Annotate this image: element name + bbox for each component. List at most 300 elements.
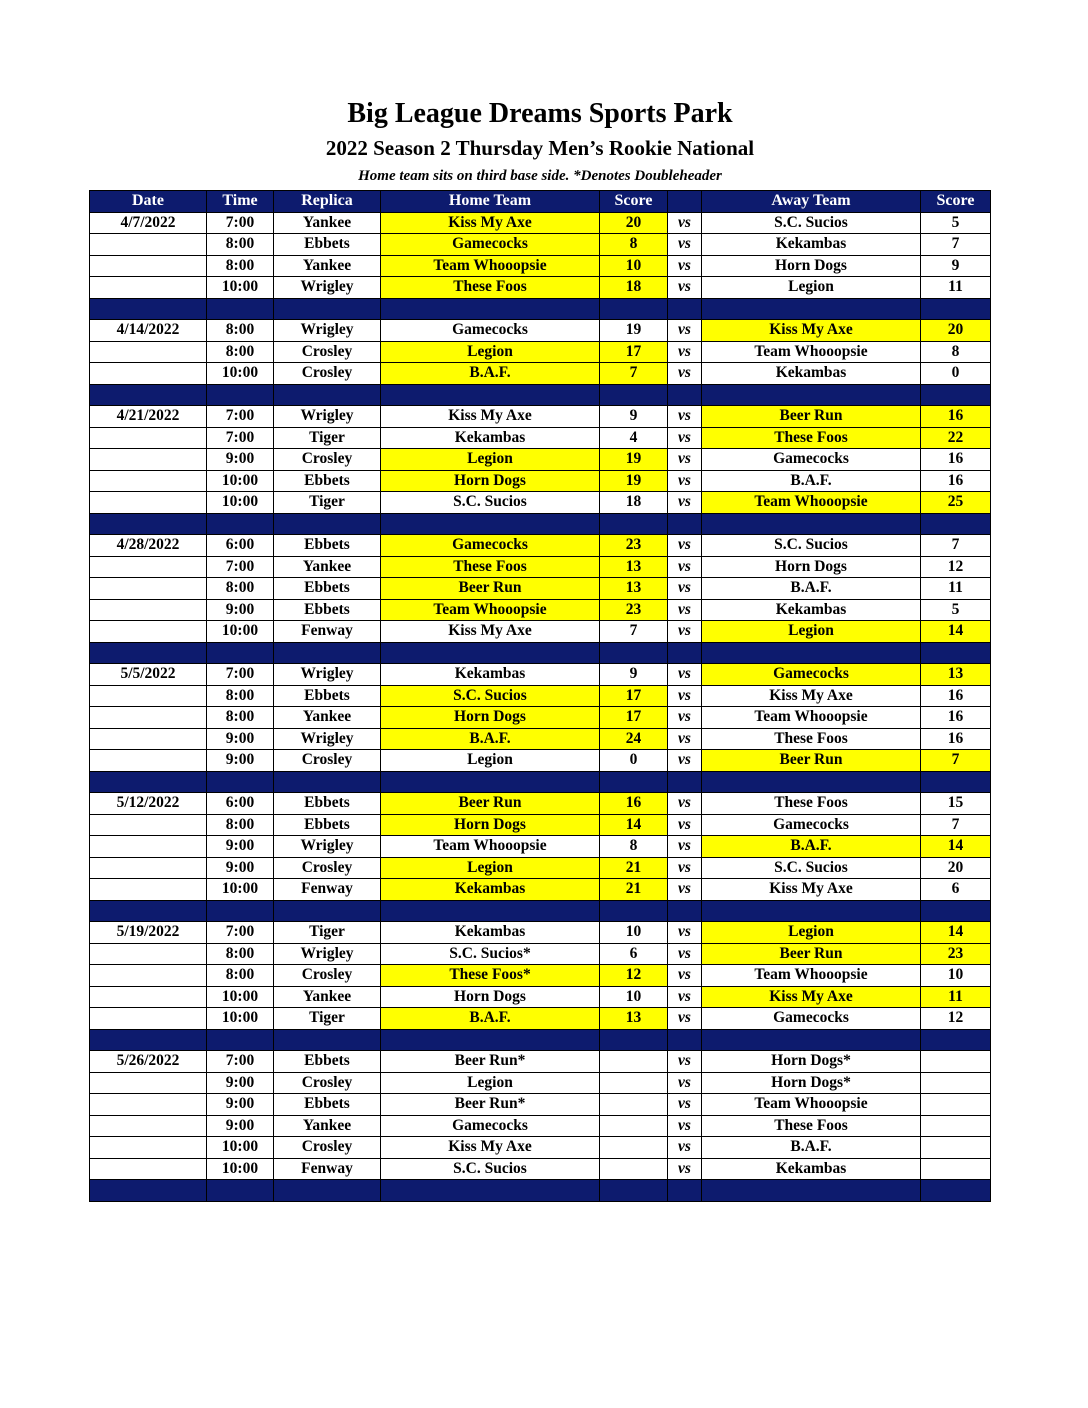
home-team: Kiss My Axe	[381, 1137, 600, 1159]
col-header-home-score: Score	[600, 191, 668, 213]
game-date	[90, 814, 207, 836]
week-separator-row	[90, 298, 991, 320]
vs-label: vs	[668, 922, 702, 944]
game-replica: Ebbets	[274, 578, 381, 600]
game-date: 5/12/2022	[90, 793, 207, 815]
game-replica: Ebbets	[274, 685, 381, 707]
away-team: Horn Dogs	[702, 255, 921, 277]
away-team: B.A.F.	[702, 470, 921, 492]
away-score: 22	[921, 427, 991, 449]
game-time: 10:00	[207, 470, 274, 492]
home-score: 16	[600, 793, 668, 815]
home-score: 9	[600, 406, 668, 428]
away-score	[921, 1072, 991, 1094]
home-score: 10	[600, 255, 668, 277]
away-team: Team Whooopsie	[702, 492, 921, 514]
away-score: 14	[921, 922, 991, 944]
away-team: Kiss My Axe	[702, 685, 921, 707]
game-time: 10:00	[207, 621, 274, 643]
game-replica: Wrigley	[274, 320, 381, 342]
game-time: 8:00	[207, 814, 274, 836]
separator-cell	[381, 1180, 600, 1202]
home-score: 17	[600, 341, 668, 363]
separator-cell	[600, 298, 668, 320]
home-score: 10	[600, 922, 668, 944]
vs-label: vs	[668, 449, 702, 471]
separator-cell	[702, 1029, 921, 1051]
game-time: 10:00	[207, 277, 274, 299]
game-replica: Ebbets	[274, 814, 381, 836]
away-score	[921, 1094, 991, 1116]
game-row	[90, 836, 991, 858]
away-score	[921, 1137, 991, 1159]
week-separator-row	[90, 1029, 991, 1051]
away-score: 25	[921, 492, 991, 514]
game-time: 9:00	[207, 599, 274, 621]
game-date	[90, 685, 207, 707]
game-row	[90, 922, 991, 944]
vs-label: vs	[668, 470, 702, 492]
separator-cell	[600, 1029, 668, 1051]
game-date: 5/19/2022	[90, 922, 207, 944]
game-row	[90, 1008, 991, 1030]
game-date	[90, 255, 207, 277]
separator-cell	[600, 384, 668, 406]
game-replica: Crosley	[274, 341, 381, 363]
vs-label: vs	[668, 965, 702, 987]
away-team: B.A.F.	[702, 578, 921, 600]
game-row	[90, 943, 991, 965]
away-score: 7	[921, 535, 991, 557]
game-time: 7:00	[207, 664, 274, 686]
home-team: Horn Dogs	[381, 707, 600, 729]
separator-cell	[381, 1029, 600, 1051]
vs-label: vs	[668, 1094, 702, 1116]
game-row	[90, 986, 991, 1008]
game-date: 4/14/2022	[90, 320, 207, 342]
game-replica: Crosley	[274, 857, 381, 879]
game-replica: Fenway	[274, 621, 381, 643]
game-replica: Crosley	[274, 750, 381, 772]
home-team: These Foos	[381, 277, 600, 299]
home-score: 20	[600, 212, 668, 234]
game-date	[90, 492, 207, 514]
game-replica: Crosley	[274, 363, 381, 385]
away-score: 16	[921, 685, 991, 707]
game-replica: Tiger	[274, 1008, 381, 1030]
vs-label: vs	[668, 943, 702, 965]
game-row	[90, 621, 991, 643]
vs-label: vs	[668, 750, 702, 772]
game-date	[90, 857, 207, 879]
schedule-note: Home team sits on third base side. *Denotes Doubleheader	[358, 168, 722, 184]
game-date	[90, 728, 207, 750]
game-time: 8:00	[207, 341, 274, 363]
home-score: 12	[600, 965, 668, 987]
game-time: 8:00	[207, 255, 274, 277]
game-row	[90, 728, 991, 750]
vs-label: vs	[668, 1115, 702, 1137]
separator-cell	[90, 513, 207, 535]
game-date: 4/7/2022	[90, 212, 207, 234]
separator-cell	[921, 771, 991, 793]
home-score: 8	[600, 836, 668, 858]
home-team: Gamecocks	[381, 320, 600, 342]
away-team: These Foos	[702, 1115, 921, 1137]
game-replica: Crosley	[274, 1137, 381, 1159]
game-replica: Wrigley	[274, 277, 381, 299]
home-team: Gamecocks	[381, 1115, 600, 1137]
week-separator-row	[90, 900, 991, 922]
home-score: 9	[600, 664, 668, 686]
vs-label: vs	[668, 621, 702, 643]
separator-cell	[668, 1180, 702, 1202]
separator-cell	[207, 900, 274, 922]
away-team: Horn Dogs*	[702, 1072, 921, 1094]
separator-cell	[207, 642, 274, 664]
game-date	[90, 879, 207, 901]
home-team: Kekambas	[381, 664, 600, 686]
away-score	[921, 1115, 991, 1137]
away-team: Kiss My Axe	[702, 879, 921, 901]
vs-label: vs	[668, 406, 702, 428]
game-time: 10:00	[207, 363, 274, 385]
game-time: 6:00	[207, 793, 274, 815]
vs-label: vs	[668, 556, 702, 578]
home-team: Kekambas	[381, 922, 600, 944]
separator-cell	[702, 384, 921, 406]
away-score: 9	[921, 255, 991, 277]
separator-cell	[274, 771, 381, 793]
away-team: B.A.F.	[702, 836, 921, 858]
home-score: 19	[600, 449, 668, 471]
away-score: 16	[921, 728, 991, 750]
game-date: 5/5/2022	[90, 664, 207, 686]
separator-cell	[921, 1029, 991, 1051]
game-replica: Wrigley	[274, 664, 381, 686]
game-replica: Wrigley	[274, 943, 381, 965]
header-row	[90, 191, 991, 213]
page-title: Big League Dreams Sports Park	[347, 98, 733, 129]
home-team: Beer Run	[381, 578, 600, 600]
separator-cell	[381, 900, 600, 922]
separator-cell	[274, 384, 381, 406]
separator-cell	[274, 642, 381, 664]
separator-cell	[207, 298, 274, 320]
home-team: Team Whooopsie	[381, 836, 600, 858]
away-team: Kekambas	[702, 599, 921, 621]
game-row	[90, 255, 991, 277]
home-score: 21	[600, 857, 668, 879]
home-team: S.C. Sucios	[381, 685, 600, 707]
game-time: 7:00	[207, 427, 274, 449]
away-score: 12	[921, 1008, 991, 1030]
game-time: 9:00	[207, 1072, 274, 1094]
away-score: 7	[921, 814, 991, 836]
vs-label: vs	[668, 986, 702, 1008]
away-team: Legion	[702, 922, 921, 944]
away-team: Beer Run	[702, 750, 921, 772]
separator-cell	[90, 771, 207, 793]
game-replica: Ebbets	[274, 234, 381, 256]
game-time: 7:00	[207, 922, 274, 944]
home-score: 13	[600, 556, 668, 578]
home-team: S.C. Sucios*	[381, 943, 600, 965]
home-score: 23	[600, 599, 668, 621]
game-row	[90, 1051, 991, 1073]
game-time: 6:00	[207, 535, 274, 557]
separator-cell	[921, 384, 991, 406]
home-team: B.A.F.	[381, 1008, 600, 1030]
game-replica: Ebbets	[274, 535, 381, 557]
away-team: S.C. Sucios	[702, 535, 921, 557]
home-score	[600, 1072, 668, 1094]
game-row	[90, 685, 991, 707]
home-team: Horn Dogs	[381, 986, 600, 1008]
game-row	[90, 1158, 991, 1180]
separator-cell	[600, 642, 668, 664]
col-header-date: Date	[90, 191, 207, 213]
home-team: Gamecocks	[381, 234, 600, 256]
away-score: 0	[921, 363, 991, 385]
game-row	[90, 707, 991, 729]
home-team: Kiss My Axe	[381, 212, 600, 234]
home-score: 24	[600, 728, 668, 750]
game-time: 9:00	[207, 728, 274, 750]
page-subtitle: 2022 Season 2 Thursday Men’s Rookie National	[325, 136, 755, 160]
week-separator-row	[90, 384, 991, 406]
away-score: 6	[921, 879, 991, 901]
game-replica: Ebbets	[274, 793, 381, 815]
home-score	[600, 1094, 668, 1116]
away-score: 12	[921, 556, 991, 578]
game-time: 9:00	[207, 857, 274, 879]
home-team: Beer Run*	[381, 1051, 600, 1073]
game-row	[90, 320, 991, 342]
away-team: Legion	[702, 277, 921, 299]
away-score: 16	[921, 406, 991, 428]
game-row	[90, 492, 991, 514]
game-date	[90, 427, 207, 449]
separator-cell	[668, 384, 702, 406]
home-team: Team Whooopsie	[381, 255, 600, 277]
away-team: Kiss My Axe	[702, 320, 921, 342]
separator-cell	[702, 900, 921, 922]
separator-cell	[921, 1180, 991, 1202]
separator-cell	[600, 1180, 668, 1202]
game-time: 8:00	[207, 320, 274, 342]
game-time: 9:00	[207, 836, 274, 858]
away-score: 8	[921, 341, 991, 363]
home-team: Beer Run	[381, 793, 600, 815]
away-team: These Foos	[702, 728, 921, 750]
col-header-time: Time	[207, 191, 274, 213]
game-date	[90, 1137, 207, 1159]
game-replica: Crosley	[274, 1072, 381, 1094]
separator-cell	[921, 900, 991, 922]
vs-label: vs	[668, 492, 702, 514]
away-score: 14	[921, 621, 991, 643]
away-team: S.C. Sucios	[702, 212, 921, 234]
vs-label: vs	[668, 836, 702, 858]
away-score: 10	[921, 965, 991, 987]
game-replica: Yankee	[274, 255, 381, 277]
separator-cell	[702, 1180, 921, 1202]
vs-label: vs	[668, 793, 702, 815]
schedule-body	[90, 212, 991, 1201]
away-score: 16	[921, 707, 991, 729]
game-date	[90, 578, 207, 600]
away-team: Kekambas	[702, 1158, 921, 1180]
game-time: 8:00	[207, 965, 274, 987]
vs-label: vs	[668, 234, 702, 256]
away-score: 16	[921, 470, 991, 492]
game-row	[90, 234, 991, 256]
away-team: Team Whooopsie	[702, 965, 921, 987]
game-time: 8:00	[207, 707, 274, 729]
vs-label: vs	[668, 1158, 702, 1180]
away-team: Beer Run	[702, 943, 921, 965]
game-row	[90, 965, 991, 987]
home-score: 13	[600, 1008, 668, 1030]
away-score: 7	[921, 234, 991, 256]
vs-label: vs	[668, 599, 702, 621]
home-score: 13	[600, 578, 668, 600]
away-team: Beer Run	[702, 406, 921, 428]
away-score: 11	[921, 277, 991, 299]
col-header-vs	[668, 191, 702, 213]
away-score: 13	[921, 664, 991, 686]
vs-label: vs	[668, 664, 702, 686]
home-score: 23	[600, 535, 668, 557]
game-time: 9:00	[207, 1094, 274, 1116]
separator-cell	[668, 642, 702, 664]
away-team: These Foos	[702, 427, 921, 449]
vs-label: vs	[668, 685, 702, 707]
away-score: 16	[921, 449, 991, 471]
away-score: 5	[921, 212, 991, 234]
home-score: 19	[600, 470, 668, 492]
away-team: Horn Dogs*	[702, 1051, 921, 1073]
game-date	[90, 750, 207, 772]
separator-cell	[702, 513, 921, 535]
separator-cell	[207, 384, 274, 406]
game-time: 7:00	[207, 212, 274, 234]
vs-label: vs	[668, 728, 702, 750]
game-replica: Wrigley	[274, 406, 381, 428]
vs-label: vs	[668, 1072, 702, 1094]
game-replica: Yankee	[274, 986, 381, 1008]
separator-cell	[668, 298, 702, 320]
home-score: 18	[600, 277, 668, 299]
away-score: 20	[921, 320, 991, 342]
vs-label: vs	[668, 1137, 702, 1159]
game-time: 7:00	[207, 1051, 274, 1073]
game-row	[90, 1094, 991, 1116]
game-replica: Yankee	[274, 212, 381, 234]
game-row	[90, 599, 991, 621]
home-team: Legion	[381, 341, 600, 363]
away-score: 11	[921, 578, 991, 600]
game-row	[90, 879, 991, 901]
separator-cell	[668, 900, 702, 922]
separator-cell	[274, 1029, 381, 1051]
separator-cell	[381, 771, 600, 793]
game-time: 8:00	[207, 578, 274, 600]
game-date	[90, 234, 207, 256]
game-time: 8:00	[207, 943, 274, 965]
separator-cell	[274, 1180, 381, 1202]
week-separator-row	[90, 642, 991, 664]
game-row	[90, 578, 991, 600]
vs-label: vs	[668, 363, 702, 385]
away-team: Kiss My Axe	[702, 986, 921, 1008]
home-score: 17	[600, 685, 668, 707]
vs-label: vs	[668, 879, 702, 901]
away-team: Legion	[702, 621, 921, 643]
game-time: 10:00	[207, 492, 274, 514]
game-time: 10:00	[207, 1137, 274, 1159]
home-score	[600, 1051, 668, 1073]
game-replica: Tiger	[274, 427, 381, 449]
separator-cell	[702, 298, 921, 320]
home-team: Kiss My Axe	[381, 621, 600, 643]
home-score	[600, 1137, 668, 1159]
away-score: 5	[921, 599, 991, 621]
game-row	[90, 857, 991, 879]
game-date	[90, 836, 207, 858]
separator-cell	[921, 513, 991, 535]
game-time: 9:00	[207, 1115, 274, 1137]
home-team: Kekambas	[381, 427, 600, 449]
home-team: Horn Dogs	[381, 814, 600, 836]
separator-cell	[90, 298, 207, 320]
game-date	[90, 986, 207, 1008]
home-team: Kiss My Axe	[381, 406, 600, 428]
game-row	[90, 449, 991, 471]
game-row	[90, 535, 991, 557]
game-time: 10:00	[207, 1158, 274, 1180]
home-score: 4	[600, 427, 668, 449]
separator-cell	[381, 298, 600, 320]
game-time: 7:00	[207, 406, 274, 428]
home-team: S.C. Sucios	[381, 1158, 600, 1180]
game-date: 4/21/2022	[90, 406, 207, 428]
game-row	[90, 406, 991, 428]
game-replica: Fenway	[274, 879, 381, 901]
game-date: 4/28/2022	[90, 535, 207, 557]
home-score: 17	[600, 707, 668, 729]
away-score: 7	[921, 750, 991, 772]
home-team: Legion	[381, 750, 600, 772]
away-score: 20	[921, 857, 991, 879]
separator-cell	[702, 771, 921, 793]
game-replica: Ebbets	[274, 470, 381, 492]
home-score: 6	[600, 943, 668, 965]
vs-label: vs	[668, 578, 702, 600]
game-date	[90, 1008, 207, 1030]
game-date	[90, 277, 207, 299]
game-row	[90, 470, 991, 492]
game-date	[90, 965, 207, 987]
home-team: B.A.F.	[381, 363, 600, 385]
game-replica: Yankee	[274, 556, 381, 578]
game-row	[90, 212, 991, 234]
away-team: Horn Dogs	[702, 556, 921, 578]
vs-label: vs	[668, 857, 702, 879]
separator-cell	[207, 513, 274, 535]
game-time: 8:00	[207, 685, 274, 707]
